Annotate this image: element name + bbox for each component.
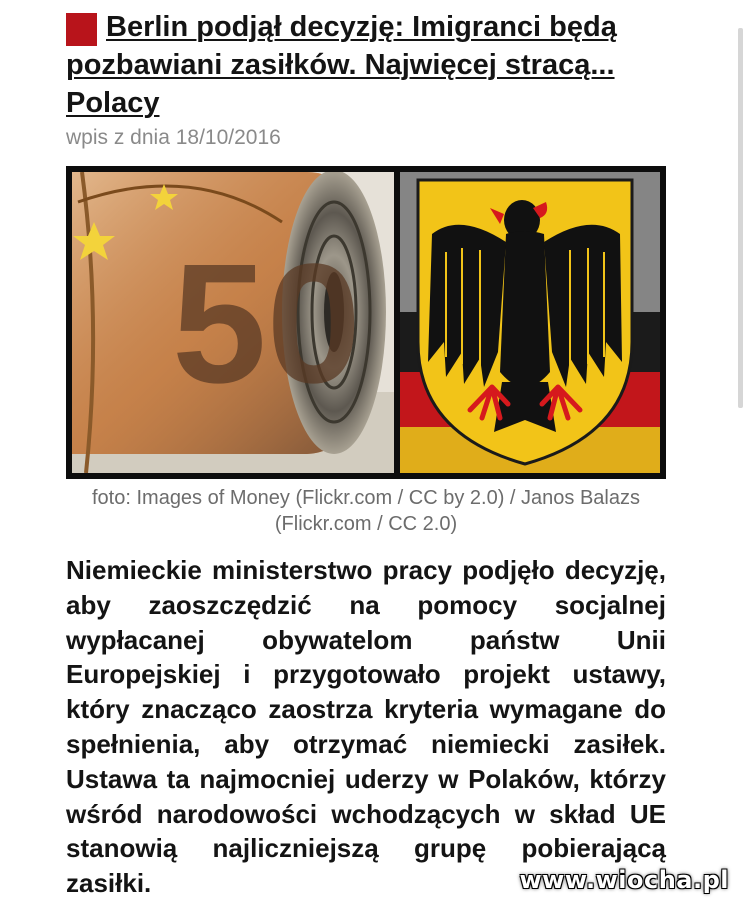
article-photo bbox=[66, 166, 666, 479]
photo-caption: foto: Images of Money (Flickr.com / CC by 2.0) / Janos Balazs (Flickr.com / CC 2.0) bbox=[92, 487, 640, 535]
article-title-link[interactable] bbox=[66, 8, 666, 122]
site-watermark: www.wiocha.pl bbox=[519, 866, 729, 894]
banknote-denomination: 50 bbox=[172, 229, 362, 419]
euro-banknotes-image bbox=[72, 172, 394, 473]
german-coat-of-arms-icon bbox=[400, 172, 660, 473]
article-title-line: Berlin podjął decyzję: Imigranci będą bbox=[106, 11, 617, 43]
article-body: Niemieckie ministerstwo pracy podjęło decyzję, aby zaoszczędzić na pomocy socjalnej wypłacanej obywatelom państw Unii Europejskiej i przygotowało projekt ustawy, który znacząco zaostrza kryteria wymagane do spełnienia, aby otrzymać niemiecki zasiłek. Ustawa ta najmocniej uderzy w Polaków, którzy wśród narodowości wchodzących w skład UE stanowią najliczniejszą grupę pobierającą zasiłki. bbox=[66, 555, 666, 899]
german-eagle-image bbox=[400, 172, 660, 473]
scrollbar[interactable] bbox=[738, 28, 743, 408]
article bbox=[66, 8, 666, 900]
article-title-line: pozbawiani zasiłków. Najwięcej stracą... Polacy bbox=[66, 49, 615, 119]
article-header bbox=[66, 8, 666, 122]
title-marker-icon bbox=[66, 13, 97, 46]
publish-date: wpis z dnia 18/10/2016 bbox=[66, 126, 281, 149]
euro-roll-graphic bbox=[72, 172, 394, 473]
